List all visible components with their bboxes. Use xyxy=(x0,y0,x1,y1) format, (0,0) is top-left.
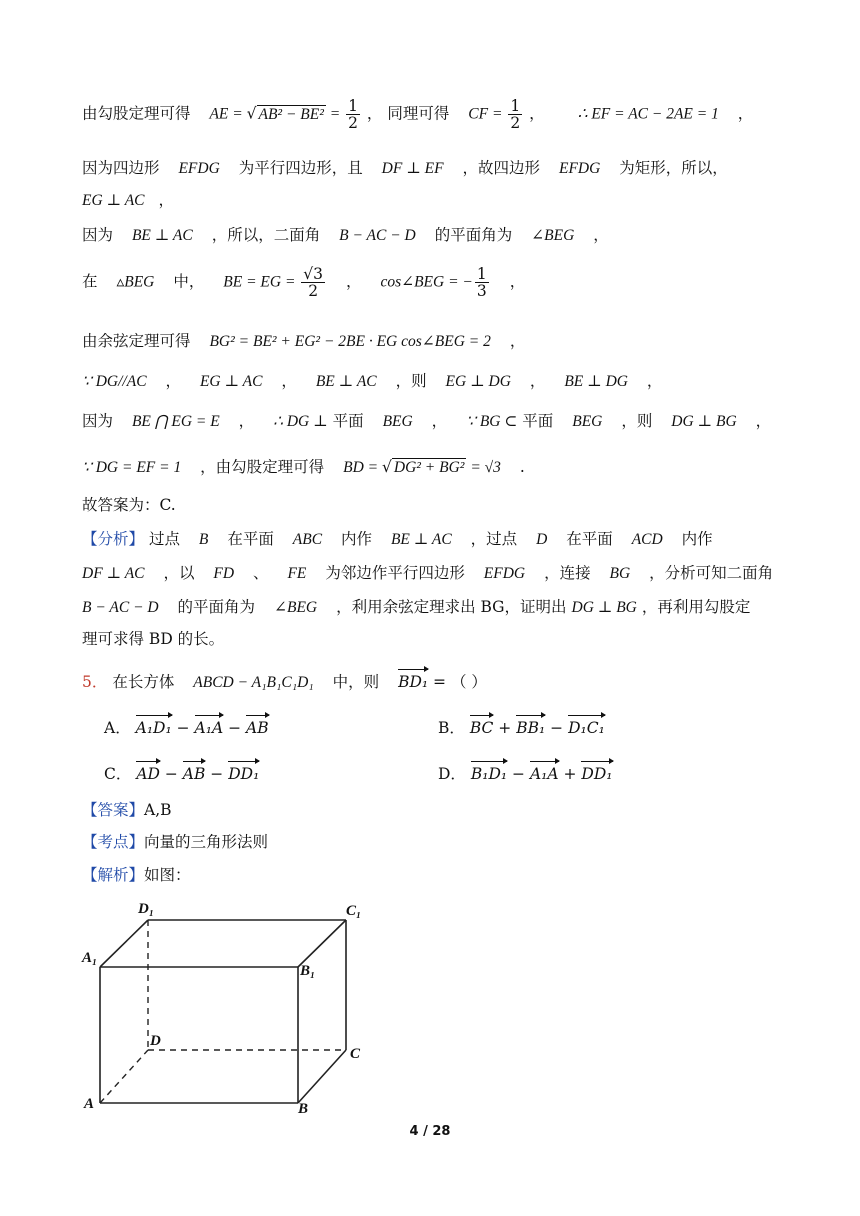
text: ， xyxy=(737,104,754,123)
page-number: 4 / 28 xyxy=(409,1124,451,1139)
text-line-9: ∵ DG = EF = 1 ，由勾股定理可得 BD = √ DG² + BG² = √3 . xyxy=(82,458,525,476)
math: ∴ EF = AC − 2AE = 1 xyxy=(577,105,719,123)
analysis-line-3: B − AC − D 的平面角为 ∠BEG ，利用余弦定理求出 BG，证明出 DG ⊥ BG ，再利用勾股定 xyxy=(82,598,751,616)
solution-line: 【解析】如图： xyxy=(82,866,191,884)
solution-tag: 【解析】 xyxy=(82,866,145,884)
option-a: A． A₁D₁ − A₁A − AB xyxy=(104,713,269,739)
label-a1: A₁ xyxy=(82,950,98,966)
text-line-1: 由勾股定理可得 AE = √ AB² − BE² = $\frac{1}{2}$ ， 同理可得 CF = $\frac{1}{2}$ ， ∴ EF = AC − 2AE = 1 ， xyxy=(82,97,754,132)
option-d: D． B₁D₁ − A₁A + DD₁ xyxy=(438,759,613,785)
label-d1: D₁ xyxy=(138,901,155,917)
vector: BD₁ xyxy=(398,667,428,693)
text-line-2: 因为四边形 EFDG 为平行四边形，且 DF ⊥ EF ，故四边形 EFDG 为矩形，所以， xyxy=(82,159,728,177)
text-line-10: 故答案为：C. xyxy=(82,496,176,514)
edge-a-d xyxy=(100,1050,148,1103)
label-b: B xyxy=(298,1101,309,1115)
text-line-8: 因为 BE ⋂ EG = E ， ∴ DG ⊥ 平面 BEG ， ∵ BG ⊂ 平面 BEG ，则 DG ⊥ BG ， xyxy=(82,412,772,430)
text-line-7: ∵ DG//AC ， EG ⊥ AC ， BE ⊥ AC ，则 EG ⊥ DG ， BE ⊥ DG ， xyxy=(82,372,663,390)
label-c1: C₁ xyxy=(346,903,362,919)
answer-line: 【答案】A,B xyxy=(82,801,172,819)
cuboid-figure xyxy=(80,895,380,1115)
topic-tag: 【考点】 xyxy=(82,833,145,851)
option-b: B． BC + BB₁ − D₁C₁ xyxy=(438,713,605,739)
option-c: C． AD − AB − DD₁ xyxy=(104,759,259,785)
answer-tag: 【答案】 xyxy=(82,801,145,819)
text-line-6: 由余弦定理可得 BG² = BE² + EG² − 2BE · EG cos∠BEG = 2 ， xyxy=(82,332,526,350)
label-b1: B₁ xyxy=(300,963,316,979)
text: ， xyxy=(529,104,545,123)
math: = xyxy=(325,105,345,123)
text-line-4: 因为 BE ⊥ AC ，所以，二面角 B − AC − D 的平面角为 ∠BEG ， xyxy=(82,226,609,244)
math-radicand: AB² − BE² xyxy=(258,105,324,123)
math: CF = xyxy=(468,105,507,123)
edge-b1-c1 xyxy=(298,920,346,967)
analysis-tag: 【分析】 xyxy=(82,530,145,548)
analysis-line-1: 【分析】 过点 B 在平面 ABC 内作 BE ⊥ AC ，过点 D 在平面 ACD 内作 xyxy=(82,530,713,548)
text: 由勾股定理可得 xyxy=(82,104,191,123)
label-d: D xyxy=(150,1033,161,1049)
fraction: $\frac{1}{2}$ xyxy=(510,97,521,132)
fraction: $\frac{1}{2}$ xyxy=(348,97,358,132)
edge-b-c xyxy=(298,1050,346,1103)
analysis-line-2: DF ⊥ AC ，以 FD 、 FE 为邻边作平行四边形 EFDG ，连接 BG ，分析可知二面角 xyxy=(82,564,774,582)
label-a: A xyxy=(84,1096,95,1112)
edge-a1-d1 xyxy=(100,920,148,967)
topic-line: 【考点】向量的三角形法则 xyxy=(82,833,269,851)
text-line-3: EG ⊥ AC ， xyxy=(82,191,175,209)
question-5: 5． 在长方体 ABCD − A₁B₁C₁D₁ 中，则 BD₁ = （ ） xyxy=(82,667,487,694)
question-number: 5． xyxy=(82,673,108,691)
text-line-5: 在 ▵BEG 中， BE = EG = $\frac{√3}{2}$ ， cos∠BEG = − $\frac{1}{3}$ ， xyxy=(82,265,526,300)
label-c: C xyxy=(350,1046,361,1062)
text: ， 同理可得 xyxy=(366,104,450,123)
analysis-line-4: 理可求得 BD 的长。 xyxy=(82,630,225,648)
math: AE = xyxy=(209,105,247,123)
